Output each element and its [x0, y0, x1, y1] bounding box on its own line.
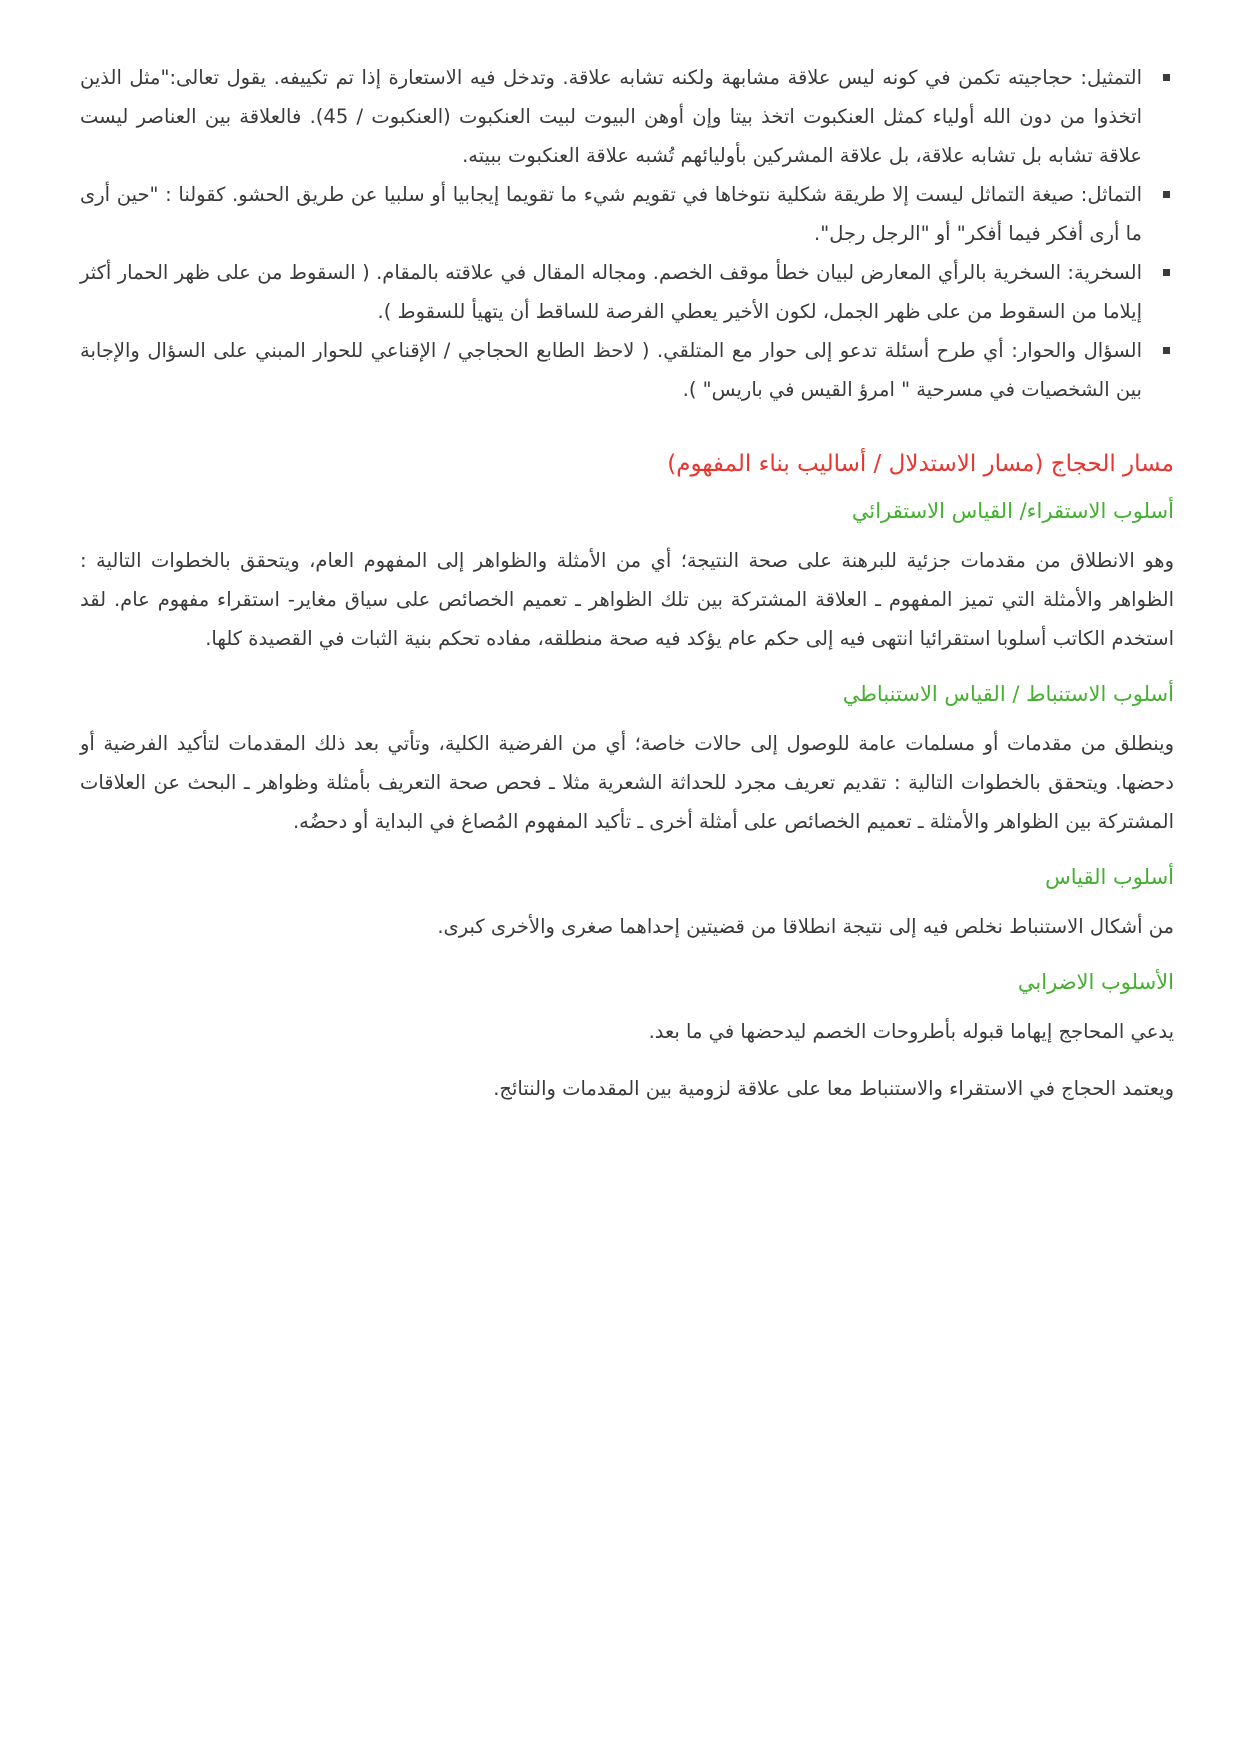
list-item-representation	[80, 58, 1142, 175]
square-bullet-icon	[1163, 269, 1170, 276]
syllogism-paragraph: من أشكال الاستنباط نخلص فيه إلى نتيجة انطلاقا من قضيتين إحداهما صغرى والأخرى كبرى.	[437, 915, 1174, 938]
list-item-analogy	[80, 175, 1142, 253]
list-item-irony	[80, 253, 1142, 331]
deduction-heading: أسلوب الاستنباط / القياس الاستنباطي	[842, 682, 1174, 706]
list-item-text: التماثل: صيغة التماثل ليست إلا طريقة شكلية نتوخاها في تقويم شيء ما تقويما إيجابيا أو سلبيا عن طريق الحشو. كقولنا : "حين أرى ما أرى أفكر فيما أفكر" أو "الرجل رجل".	[80, 183, 1142, 245]
deduction-paragraph: وينطلق من مقدمات أو مسلمات عامة للوصول إلى حالات خاصة؛ أي من الفرضية الكلية، وتأتي بعد ذلك المقدمات لتأكيد الفرضية أو دحضها. ويتحقق بالخطوات التالية : تقديم تعريف مجرد للحداثة الشعرية مثلا ـ فحص صحة التعريف بأمثلة وظواهر ـ البحث عن العلاقات المشتركة بين الظواهر والأمثلة ـ تعميم الخصائص على أمثلة أخرى ـ تأكيد المفهوم المُصاغ في البداية أو دحضُه.	[80, 732, 1174, 833]
disjunctive-paragraph: يدعي المحاجج إيهاما قبوله بأطروحات الخصم ليدحضها في ما بعد.	[648, 1020, 1174, 1043]
square-bullet-icon	[1163, 347, 1170, 354]
section-heading: مسار الحجاج (مسار الاستدلال / أساليب بناء المفهوم)	[667, 451, 1174, 477]
document-page	[80, 58, 1174, 1108]
syllogism-heading: أسلوب القياس	[1045, 865, 1174, 889]
conclusion-paragraph: ويعتمد الحجاج في الاستقراء والاستنباط معا على علاقة لزومية بين المقدمات والنتائج.	[493, 1077, 1174, 1100]
induction-heading: أسلوب الاستقراء/ القياس الاستقرائي	[851, 499, 1174, 523]
list-item-text: السؤال والحوار: أي طرح أسئلة تدعو إلى حوار مع المتلقي. ( لاحظ الطابع الحجاجي / الإقناعي للحوار المبني على السؤال والإجابة بين الشخصيات في مسرحية " امرؤ القيس في باريس" ).	[80, 339, 1142, 401]
list-item-text: السخرية: السخرية بالرأي المعارض لبيان خطأ موقف الخصم. ومجاله المقال في علاقته بالمقام. ( السقوط من على ظهر الحمار أكثر إيلاما من السقوط من على ظهر الجمل، لكون الأخير يعطي الفرصة للساقط أن يتهيأ للسقوط ).	[80, 261, 1142, 323]
square-bullet-icon	[1163, 191, 1170, 198]
disjunctive-heading: الأسلوب الاضرابي	[1017, 970, 1174, 994]
list-item-text: التمثيل: حجاجيته تكمن في كونه ليس علاقة مشابهة ولكنه تشابه علاقة. وتدخل فيه الاستعارة إذا تم تكييفه. يقول تعالى:"مثل الذين اتخذوا من دون الله أولياء كمثل العنكبوت اتخذ بيتا وإن أوهن البيوت لبيت العنكبوت (العنكبوت / 45). فالعلاقة بين العناصر ليست علاقة تشابه بل تشابه علاقة، بل علاقة المشركين بأوليائهم تُشبه علاقة العنكبوت ببيته.	[80, 66, 1143, 167]
argument-techniques-list	[80, 58, 1174, 409]
square-bullet-icon	[1163, 74, 1170, 81]
induction-paragraph: وهو الانطلاق من مقدمات جزئية للبرهنة على صحة النتيجة؛ أي من الأمثلة والظواهر إلى المفهوم العام، ويتحقق بالخطوات التالية : الظواهر والأمثلة التي تميز المفهوم ـ العلاقة المشتركة بين تلك الظواهر ـ تعميم الخصائص على سياق مغاير- استقراء مفهوم عام. لقد استخدم الكاتب أسلوبا استقرائيا انتهى فيه إلى حكم عام يؤكد فيه صحة منطلقه، مفاده تحكم بنية الثبات في القصيدة كلها.	[80, 549, 1174, 650]
list-item-question-dialogue	[80, 331, 1142, 409]
